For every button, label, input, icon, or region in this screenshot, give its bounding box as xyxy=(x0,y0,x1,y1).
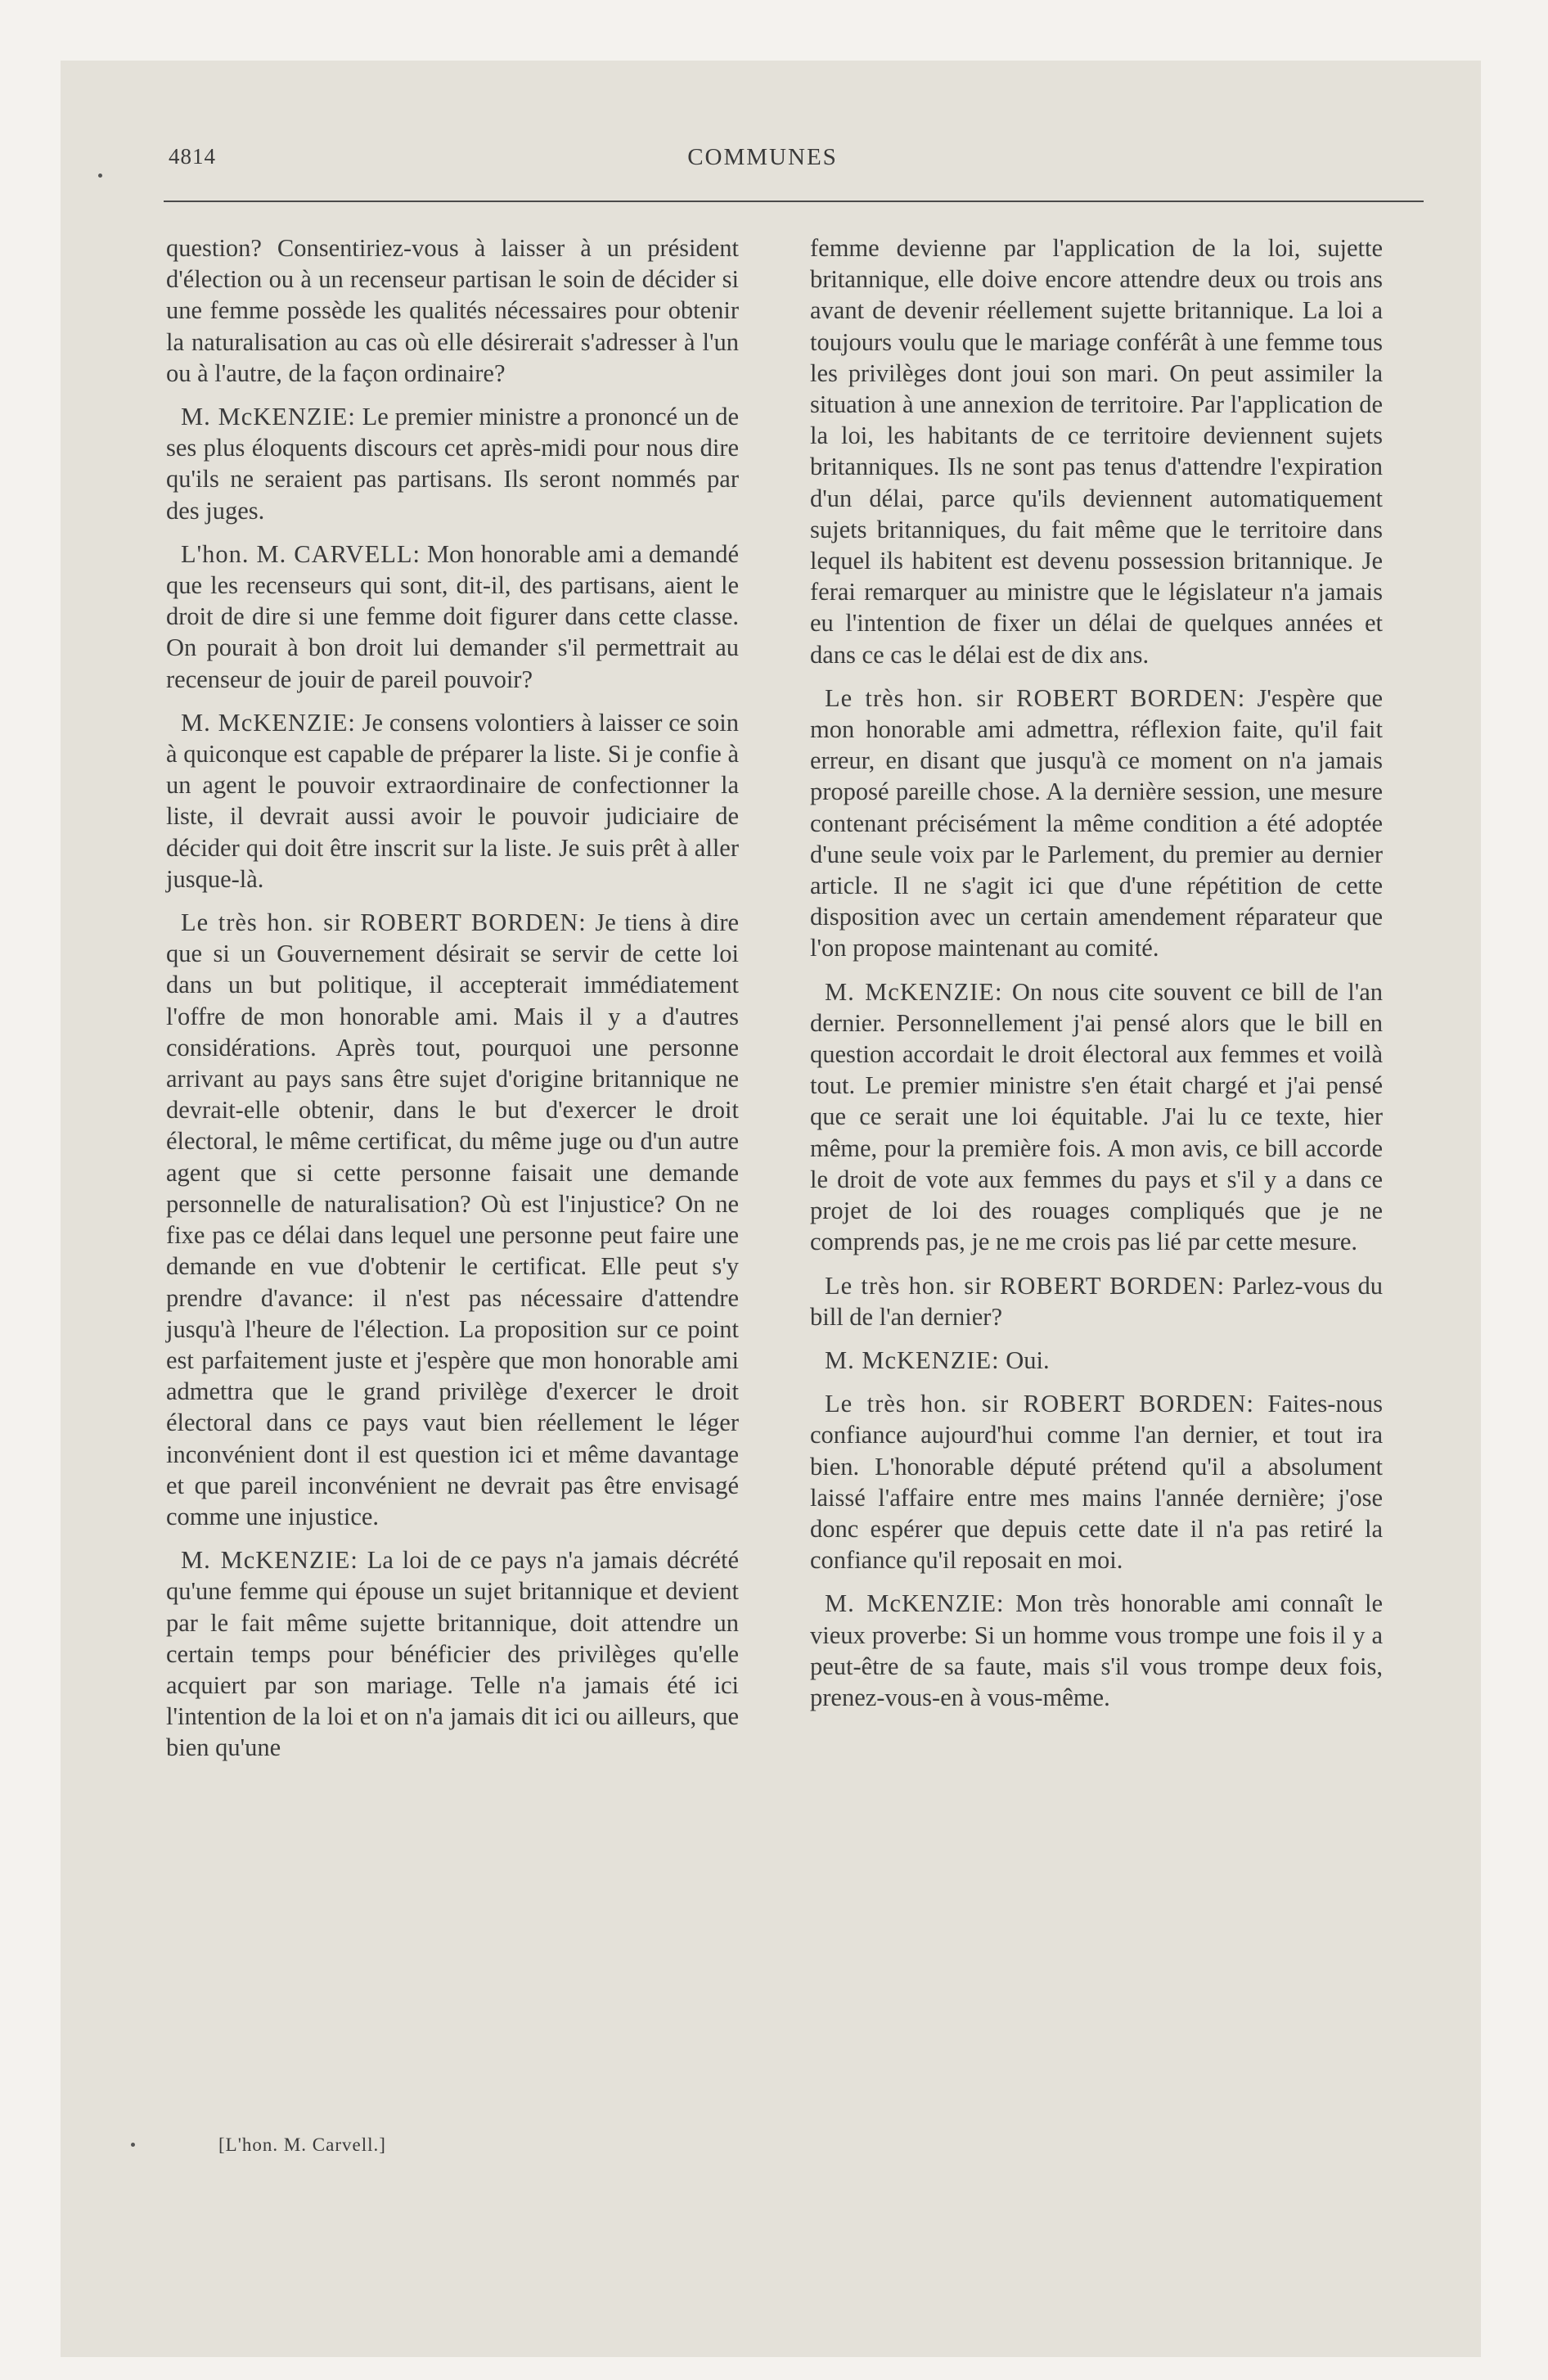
paragraph-text: question? Consentiriez-vous à laisser à un président d'élection ou à un recenseur partisan le soin de décider si une femme possède les qualités nécessaires pour obtenir la naturalisation au cas où elle désirerait s'adresser à l'un ou à l'autre, de la façon ordinaire? xyxy=(166,234,739,387)
right-column xyxy=(810,232,1383,1725)
paragraph xyxy=(166,1544,739,1763)
paragraph-text: Je tiens à dire que si un Gouvernement désirait se servir de cette loi dans un but politique, il accepterait immédiatement l'offre de mon honorable ami. Mais il y a d'autres considérations. Après tout, pourquoi une personne arrivant au pays sans être sujet d'origine britannique ne devrait-elle obtenir, dans le but d'exercer le droit électoral, le même certificat, du même juge ou d'un autre agent que si cette personne faisait une demande personnelle de naturalisation? Où est l'injustice? On ne fixe pas ce délai dans lequel une personne peut faire une demande en vue d'obtenir le certificat. Elle peut s'y prendre d'avance: il n'est pas nécessaire d'attendre jusqu'à l'heure de l'élection. La proposition sur ce point est parfaitement juste et j'espère que mon honorable ami admettra que le grand privilège d'exercer le droit électoral dans ce pays vaut bien réellement le léger inconvénient dont il est question ici et même davantage et que pareil inconvénient ne devrait pas être envisagé comme une injustice. xyxy=(166,908,740,1530)
paragraph xyxy=(166,232,739,389)
running-head: COMMUNES xyxy=(687,144,838,170)
paragraph xyxy=(810,683,1383,964)
speaker-name: M. McKENZIE: xyxy=(181,1546,358,1575)
paragraph-text: Mon honorable ami a demandé que les recenseurs qui sont, dit-il, des partisans, aient le droit de dire si une femme doit figurer dans cette classe. On pourait à bon droit lui demander s'il permettrait au recenseur de jouir de pareil pouvoir? xyxy=(166,539,739,693)
paragraph xyxy=(810,976,1383,1258)
paragraph xyxy=(810,1270,1383,1332)
paragraph-text: Mon très honorable ami connaît le vieux proverbe: Si un homme vous trompe une fois il y a peut-être de sa faute, mais s'il vous trompe deux fois, prenez-vous-en à vous-même. xyxy=(810,1589,1383,1711)
paragraph-text: Parlez-vous du bill de l'an dernier? xyxy=(810,1271,1383,1331)
paragraph xyxy=(166,401,739,526)
footnote-speaker-reference: [L'hon. M. Carvell.] xyxy=(218,2134,386,2155)
speaker-name: L'hon. M. CARVELL: xyxy=(181,539,421,568)
scan-speck xyxy=(131,2143,135,2147)
paragraph-text: Faites-nous confiance aujourd'hui comme l'an dernier, et tout ira bien. L'honorable député prétend qu'il a absolument laissé l'affaire entre mes mains l'année dernière; j'ose donc espérer que depuis cette date il n'a pas retiré la confiance qu'il reposait en moi. xyxy=(810,1390,1384,1575)
speaker-name: M. McKENZIE: xyxy=(825,1589,1005,1618)
paragraph-text: La loi de ce pays n'a jamais décrété qu'une femme qui épouse un sujet britannique et devient par le fait même sujette britannique, doit attendre un certain temps pour bénéficier des privilèges qu'elle acquiert par son mariage. Telle n'a jamais été ici l'intention de la loi et on n'a jamais dit ici ou ailleurs, que bien qu'une xyxy=(166,1546,739,1762)
speaker-name: M. McKENZIE: xyxy=(181,403,356,431)
speaker-name: M. McKENZIE: xyxy=(825,1346,1000,1374)
speaker-name: Le très hon. sir ROBERT BORDEN: xyxy=(825,1390,1254,1418)
speaker-name: M. McKENZIE: xyxy=(825,977,1003,1006)
paragraph-text: J'espère que mon honorable ami admettra, réflexion faite, qu'il fait erreur, en disant que jusqu'à ce moment on n'a jamais proposé pareille chose. A la dernière session, une mesure contenant précisément la même condition a été adoptée d'une seule voix par le Parlement, du premier au dernier article. Il ne s'agit ici que d'une répétition de cette disposition avec un certain amendement réparateur que l'on propose maintenant au comité. xyxy=(810,683,1384,962)
paragraph-text: Je consens volontiers à laisser ce soin à quiconque est capable de préparer la liste. Si je confie à un agent le pouvoir extraordinaire de confectionner la liste, il devrait aussi avoir le pouvoir judiciaire de décider qui doit être inscrit sur la liste. Je suis prêt à aller jusque-là. xyxy=(166,708,739,893)
paragraph-text: Oui. xyxy=(1006,1346,1050,1374)
paragraph xyxy=(810,232,1383,670)
speaker-name: M. McKENZIE: xyxy=(181,708,356,737)
speaker-name: Le très hon. sir ROBERT BORDEN: xyxy=(181,908,587,937)
left-column xyxy=(166,232,739,1776)
scan-speck xyxy=(98,174,102,178)
paragraph-text: Le premier ministre a prononcé un de ses plus éloquents discours cet après-midi pour nous dire qu'ils ne seraient pas partisans. Ils seront nommés par des juges. xyxy=(166,403,739,525)
page-number: 4814 xyxy=(169,144,216,169)
paragraph xyxy=(166,539,739,695)
paragraph-text: femme devienne par l'application de la loi, sujette britannique, elle doive encore attendre deux ou trois ans avant de devenir réellement sujette britannique. La loi a toujours voulu que le mariage conférât à une femme tous les privilèges dont joui son mari. On peut assimiler la situation à une annexion de territoire. Par l'application de la loi, les habitants de ce territoire deviennent sujets britanniques. Ils ne sont pas tenus d'attendre l'expiration d'un délai, parce qu'ils deviennent automatiquement sujets britanniques, du fait même que le territoire dans lequel ils habitent est devenu possession britannique. Je ferai remarquer au ministre que le législateur n'a jamais eu l'intention de fixer un délai de quelques années et dans ce cas le délai est de dix ans. xyxy=(810,234,1383,669)
paragraph-text: On nous cite souvent ce bill de l'an dernier. Personnellement j'ai pensé alors que le bill en question accordait le droit électoral aux femmes et voilà tout. Le premier ministre s'en était chargé et j'ai pensé que ce serait une loi équitable. J'ai lu ce texte, hier même, pour la première fois. A mon avis, ce bill accorde le droit de vote aux femmes du pays et s'il y a dans ce projet de loi des rouages compliqués que je ne comprends pas, je ne me crois pas lié par cette mesure. xyxy=(810,977,1383,1256)
paragraph xyxy=(810,1588,1383,1713)
header-rule xyxy=(164,201,1424,202)
paragraph xyxy=(810,1388,1383,1575)
paragraph xyxy=(810,1345,1383,1376)
paragraph xyxy=(166,707,739,895)
paragraph xyxy=(166,907,739,1532)
speaker-name: Le très hon. sir ROBERT BORDEN: xyxy=(825,683,1246,712)
page-header xyxy=(108,144,1417,193)
speaker-name: Le très hon. sir ROBERT BORDEN: xyxy=(825,1271,1226,1300)
